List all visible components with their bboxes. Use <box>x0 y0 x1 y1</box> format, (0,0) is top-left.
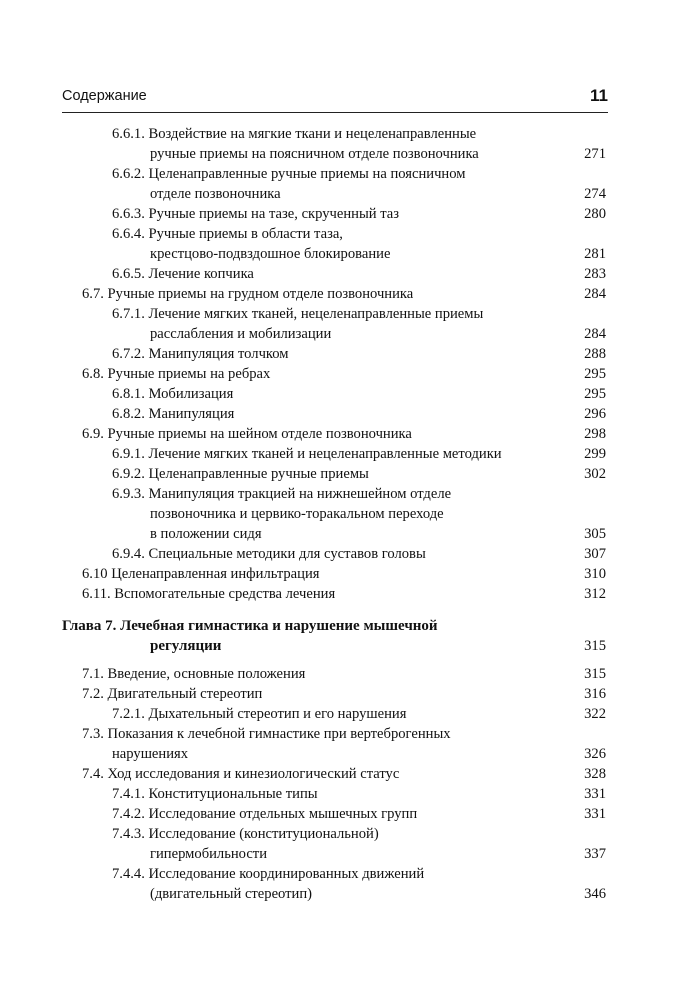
toc-entry-line: 7.2.1. Дыхательный стереотип и его нарушения <box>112 706 407 722</box>
toc-entry-line: 6.6.1. Воздействие на мягкие ткани и нецеленаправленные <box>112 126 477 142</box>
toc-entry-line: Глава 7. Лечебная гимнастика и нарушение мышечной <box>62 618 438 634</box>
toc-page-number: 284 <box>584 286 606 302</box>
toc-page-number: 331 <box>584 786 606 802</box>
toc-entry-line: 6.11. Вспомогательные средства лечения <box>82 586 336 602</box>
toc-page-number: 322 <box>584 706 606 722</box>
toc-entry-line: 7.2. Двигательный стереотип <box>82 686 263 702</box>
toc-page-number: 302 <box>584 466 606 482</box>
toc-page-number: 316 <box>584 686 606 702</box>
toc-entry-line: 7.1. Введение, основные положения <box>82 666 306 682</box>
toc-page-number: 283 <box>584 266 606 282</box>
toc-entry-line: 6.6.2. Целенаправленные ручные приемы на поясничном <box>112 166 466 182</box>
toc-entry-line: позвоночника и цервико-торакальном переходе <box>150 506 444 522</box>
toc-page-number: 310 <box>584 566 606 582</box>
toc-page-number: 331 <box>584 806 606 822</box>
toc-entry-line: 6.9.1. Лечение мягких тканей и нецеленаправленные методики <box>112 446 502 462</box>
toc-entry-line: гипермобильности <box>150 846 267 862</box>
toc-page-number: 315 <box>584 638 606 654</box>
toc-entry-line: 6.7. Ручные приемы на грудном отделе позвоночника <box>82 286 414 302</box>
toc-entry-line: регуляции <box>150 638 222 654</box>
toc-entry-line: 6.6.5. Лечение копчика <box>112 266 254 282</box>
toc-entry-line: 6.9.3. Манипуляция тракцией на нижнешейном отделе <box>112 486 452 502</box>
toc-entry-line: расслабления и мобилизации <box>150 326 332 342</box>
toc-page-number: 281 <box>584 246 606 262</box>
toc-entry-line: нарушениях <box>112 746 189 762</box>
toc-entry-line: 7.3. Показания к лечебной гимнастике при вертеброгенных <box>82 726 451 742</box>
toc-page-number: 299 <box>584 446 606 462</box>
toc-page-number: 280 <box>584 206 606 222</box>
toc-entry-line: 7.4.2. Исследование отдельных мышечных групп <box>112 806 418 822</box>
toc-entry-line: 6.6.3. Ручные приемы на тазе, скрученный таз <box>112 206 400 222</box>
toc-entry-line: 6.7.1. Лечение мягких тканей, нецеленаправленные приемы <box>112 306 484 322</box>
toc-entry-line: 7.4.1. Конституциональные типы <box>112 786 318 802</box>
toc-page-number: 288 <box>584 346 606 362</box>
toc-entry-line: в положении сидя <box>150 526 262 542</box>
toc-entry-line: 6.8.1. Мобилизация <box>112 386 234 402</box>
toc-entry-line: крестцово-подвздошное блокирование <box>150 246 391 262</box>
toc-page-number: 284 <box>584 326 606 342</box>
toc-page-number: 307 <box>584 546 606 562</box>
toc-entry-line: отделе позвоночника <box>150 186 281 202</box>
toc-entry-line: 6.9.4. Специальные методики для суставов головы <box>112 546 426 562</box>
toc-entry-line: 6.8.2. Манипуляция <box>112 406 235 422</box>
toc-entry-line: 7.4. Ход исследования и кинезиологический статус <box>82 766 400 782</box>
toc-entry-line: 7.4.4. Исследование координированных движений <box>112 866 425 882</box>
toc-entry-line: (двигательный стереотип) <box>150 886 313 902</box>
toc-entry-line: 6.7.2. Манипуляция толчком <box>112 346 289 362</box>
toc-entry-line: 6.6.4. Ручные приемы в области таза, <box>112 226 343 242</box>
toc-page-number: 295 <box>584 386 606 402</box>
toc-page-number: 271 <box>584 146 606 162</box>
toc-page-number: 312 <box>584 586 606 602</box>
toc-page-number: 295 <box>584 366 606 382</box>
header-title: Содержание <box>62 88 147 104</box>
toc-entry-line: 6.10 Целенаправленная инфильтрация <box>82 566 320 582</box>
toc-page-number: 326 <box>584 746 606 762</box>
toc-page-number: 315 <box>584 666 606 682</box>
toc-page-number: 337 <box>584 846 606 862</box>
toc-page-number: 328 <box>584 766 606 782</box>
toc-page-number: 298 <box>584 426 606 442</box>
toc-entry-line: ручные приемы на поясничном отделе позвоночника <box>150 146 479 162</box>
header-page-number: 11 <box>590 86 608 105</box>
toc-page-number: 346 <box>584 886 606 902</box>
toc-entry-line: 7.4.3. Исследование (конституциональной) <box>112 826 379 842</box>
toc-page-number: 305 <box>584 526 606 542</box>
toc-entry-line: 6.9.2. Целенаправленные ручные приемы <box>112 466 369 482</box>
toc-page-number: 296 <box>584 406 606 422</box>
toc-entry-line: 6.9. Ручные приемы на шейном отделе позвоночника <box>82 426 412 442</box>
toc-page-number: 274 <box>584 186 606 202</box>
toc-entry-line: 6.8. Ручные приемы на ребрах <box>82 366 271 382</box>
